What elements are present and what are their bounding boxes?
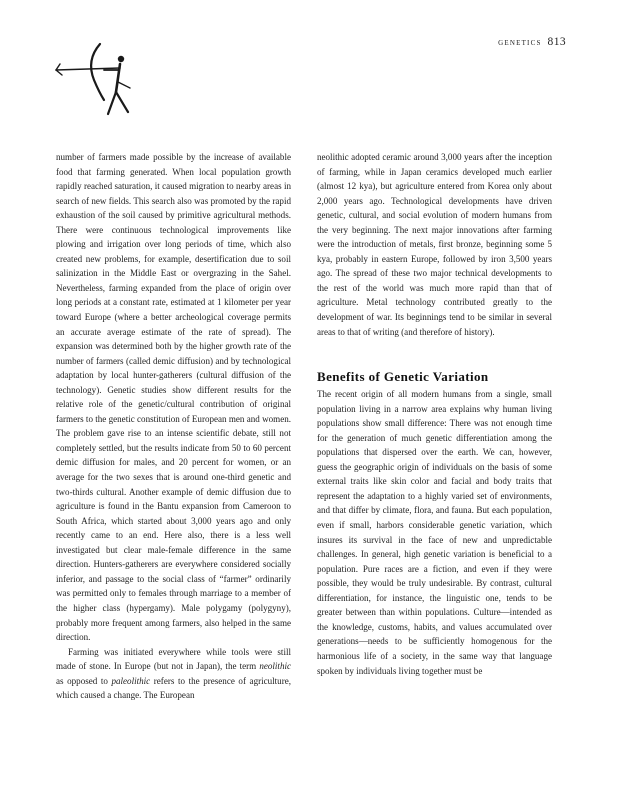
section-title: genetics <box>498 37 542 48</box>
paragraph <box>56 645 291 703</box>
paragraph: number of farmers made possible by the increase of available food that farming generated. When local population growth rapidly reached saturation, it caused migration to nearby areas in search of new fields. This search also was promoted by the rapid exhaustion of the soil caused by primitive agricultural methods. There were continuous technological improvements like plowing and irrigation over long periods of time, which also created new problems, for example, desertification due to soil salinization in the Middle East or overgrazing in the Sahel. Nevertheless, farming expanded from the place of origin over long periods at a constant rate, estimated at 1 kilometer per year toward Europe (where a better archeological coverage permits an accurate average estimate of the rate of spread). The expansion was determined both by the higher growth rate of the number of farmers (called demic diffusion) and by technological adaptation by local hunter-gatherers (cultural diffusion of the technology). Genetic studies show different results for the relative role of the genetic/cultural contribution of original farmers to the genetic constitution of European men and women. The problem gave rise to an intense scientific debate, still not completely settled, but the results indicate from 50 to 60 percent demic diffusion for males, and 20 percent for women, or an average for the two sexes that is around one-third genetic and two-thirds cultural. Another example of demic diffusion due to agriculture is found in the Bantu expansion from Cameroon to South Africa, which started about 3,000 years ago and only recently came to an end. Here also, there is a less well investigated but clear male-female difference in the same direction. Hunters-gatherers are everywhere considered socially inferior, and passage to the social class of “farmer” ordinarily was permitted only to females through marriage to a member of the higher class (hypergamy). Male polygamy (polygyny), probably more frequent among farmers, also helped in the same direction. <box>56 152 291 643</box>
right-column <box>317 150 552 678</box>
text-run: Farming was initiated everywhere while tools were still made of stone. In Europe (but not in Japan), the term <box>56 646 291 672</box>
page-number: 813 <box>547 36 566 48</box>
text-run: as opposed to <box>56 675 112 686</box>
italic-term: paleolithic <box>111 675 151 686</box>
paragraph: The recent origin of all modern humans from a single, small population living in a narrow area explains why human living populations show small difference: There was not enough time for the generation of much genetic differentiation among the populations that dispersed over the earth. We can, however, guess the geographic origin of individuals on the basis of some external traits like skin color and facial and body traits that represent the adaptation to a highly varied set of environments, and that differ by climate, flora, and fauna. But each population, even if small, harbors considerable genetic variation, which insures its survival in the face of new and unpredictable challenges. In general, high genetic variation is beneficial to a population. Pure races are a fiction, and even if they were possible, they would be truly undesirable. By contrast, cultural differentiation, for instance, the linguistic one, tends to be greater between than within populations. Culture—intended as the knowledge, customs, habits, and values accumulated over generations—needs to be sufficiently homogenous for the harmonious life of a society, in the same way that language spoken by individuals living together must be <box>317 389 552 676</box>
paragraph: neolithic adopted ceramic around 3,000 years after the inception of farming, while in Japan ceramics developed much earlier (almost 12 kya), but agriculture entered from Korea only about 2,000 years ago. Technological developments have driven genetic, cultural, and social evolution of modern humans from the very beginning. The next major innovations after farming were the introduction of metals, first bronze, beginning some 5 kya, probably in eastern Europe, followed by iron 3,500 years ago. The spread of these two major technical developments to the rest of the world was much more rapid than that of agriculture. Metal technology contributed greatly to the development of war. Its beginnings tend to be similar in several areas to that of writing (and therefore of history). <box>317 152 552 337</box>
left-column <box>56 150 291 703</box>
italic-term: neolithic <box>259 661 291 672</box>
text-run: refers to the presence of agriculture, which caused a change. The European <box>56 675 291 701</box>
section-heading: Benefits of Genetic Variation <box>317 369 489 385</box>
archer-petroglyph-icon <box>46 40 138 120</box>
